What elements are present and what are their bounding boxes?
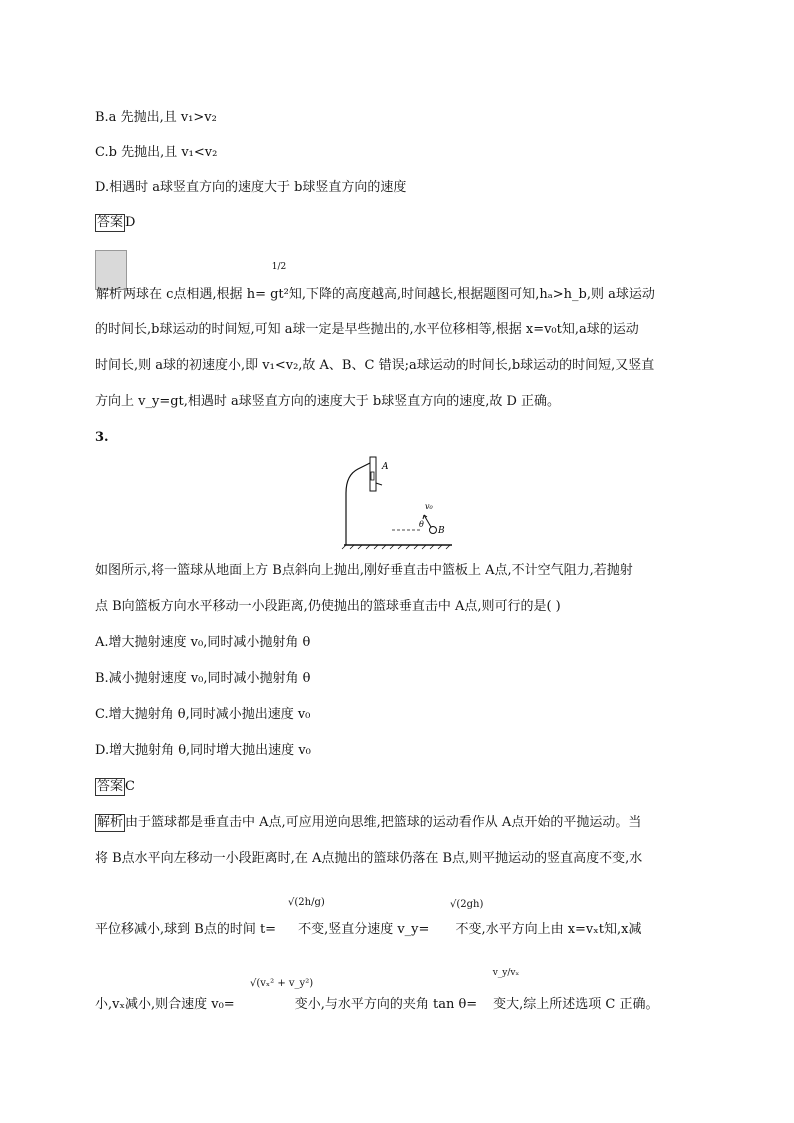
q3-stem-line-1: 如图所示,将一篮球从地面上方 B点斜向上抛出,刚好垂直击中篮板上 A点,不计空气阻力,若抛射 — [95, 563, 633, 578]
q2-analysis-line-4: 方向上 v_y=gt,相遇时 a球竖直方向的速度大于 b球竖直方向的速度,故 D 正确。 — [95, 394, 561, 409]
label-b: B — [438, 526, 445, 536]
formula-vy: √(2gh) — [450, 899, 484, 910]
formula-t: √(2h/g) — [288, 897, 325, 908]
formula-v0: √(vₓ² + v_y²) — [250, 978, 314, 989]
analysis-highlight-box — [95, 250, 127, 290]
label-a: A — [382, 462, 389, 472]
answer-tag: 答案 — [97, 215, 124, 230]
q2-option-d: D.相遇时 a球竖直方向的速度大于 b球竖直方向的速度 — [95, 180, 407, 195]
analysis-tag: 解析 — [97, 815, 124, 830]
answer-tag: 答案 — [97, 779, 124, 794]
q3-analysis-line-2: 将 B点水平向左移动一小段距离时,在 A点抛出的篮球仍落在 B点,则平抛运动的竖直高度不变,水 — [95, 851, 643, 866]
q3-option-d: D.增大抛射角 θ,同时增大抛出速度 v₀ — [95, 743, 311, 758]
q3-option-b: B.减小抛射速度 v₀,同时减小抛射角 θ — [95, 671, 311, 686]
answer-value: C — [125, 779, 135, 794]
label-theta: θ — [419, 520, 424, 529]
q3-option-a: A.增大抛射速度 v₀,同时减小抛射角 θ — [95, 635, 311, 650]
q2-answer-row — [95, 213, 135, 233]
q2-analysis-line-3: 时间长,则 a球的初速度小,即 v₁<v₂,故 A、B、C 错误;a球运动的时间长,b球运动的时间短,又竖直 — [95, 358, 655, 373]
q3-number: 3. — [95, 430, 109, 445]
formula-tan: v_y/vₓ — [492, 968, 520, 978]
q2-analysis-line-2: 的时间长,b球运动的时间短,可知 a球一定是早些抛出的,水平位移相等,根据 x=v₀t知,a球的运动 — [95, 322, 639, 337]
q2-option-c: C.b 先抛出,且 v₁<v₂ — [95, 145, 218, 160]
answer-value: D — [125, 215, 136, 230]
analysis-tag: 解析 — [96, 287, 123, 302]
q3-answer-row — [95, 777, 135, 797]
q3-stem-line-2: 点 B向篮板方向水平移动一小段距离,仍使抛出的篮球垂直击中 A点,则可行的是( ) — [95, 599, 561, 614]
q3-option-c: C.增大抛射角 θ,同时减小抛出速度 v₀ — [95, 707, 311, 722]
q2-analysis-line-1: 解析两球在 c点相遇,根据 h= gt²知,下降的高度越高,时间越长,根据题图可知,hₐ>h_b,则 a球运动 — [96, 287, 655, 302]
q2-option-b: B.a 先抛出,且 v₁>v₂ — [95, 110, 217, 125]
q3-analysis-line-1: 解析 由于篮球都是垂直击中 A点,可应用逆向思维,把篮球的运动看作从 A点开始的平抛运动。当 — [97, 815, 642, 830]
formula-half: 1/2 — [271, 262, 287, 272]
label-v0: v₀ — [425, 502, 433, 511]
q3-analysis-line-4: 小,vₓ减小,则合速度 v₀= 变小,与水平方向的夹角 tan θ= 变大,综上所述选项 C 正确。 — [95, 997, 659, 1012]
basketball-figure — [340, 455, 460, 550]
q3-analysis-line-3: 平位移减小,球到 B点的时间 t= 不变,竖直分速度 v_y= 不变,水平方向上由 x=vₓt知,x减 — [95, 922, 642, 937]
